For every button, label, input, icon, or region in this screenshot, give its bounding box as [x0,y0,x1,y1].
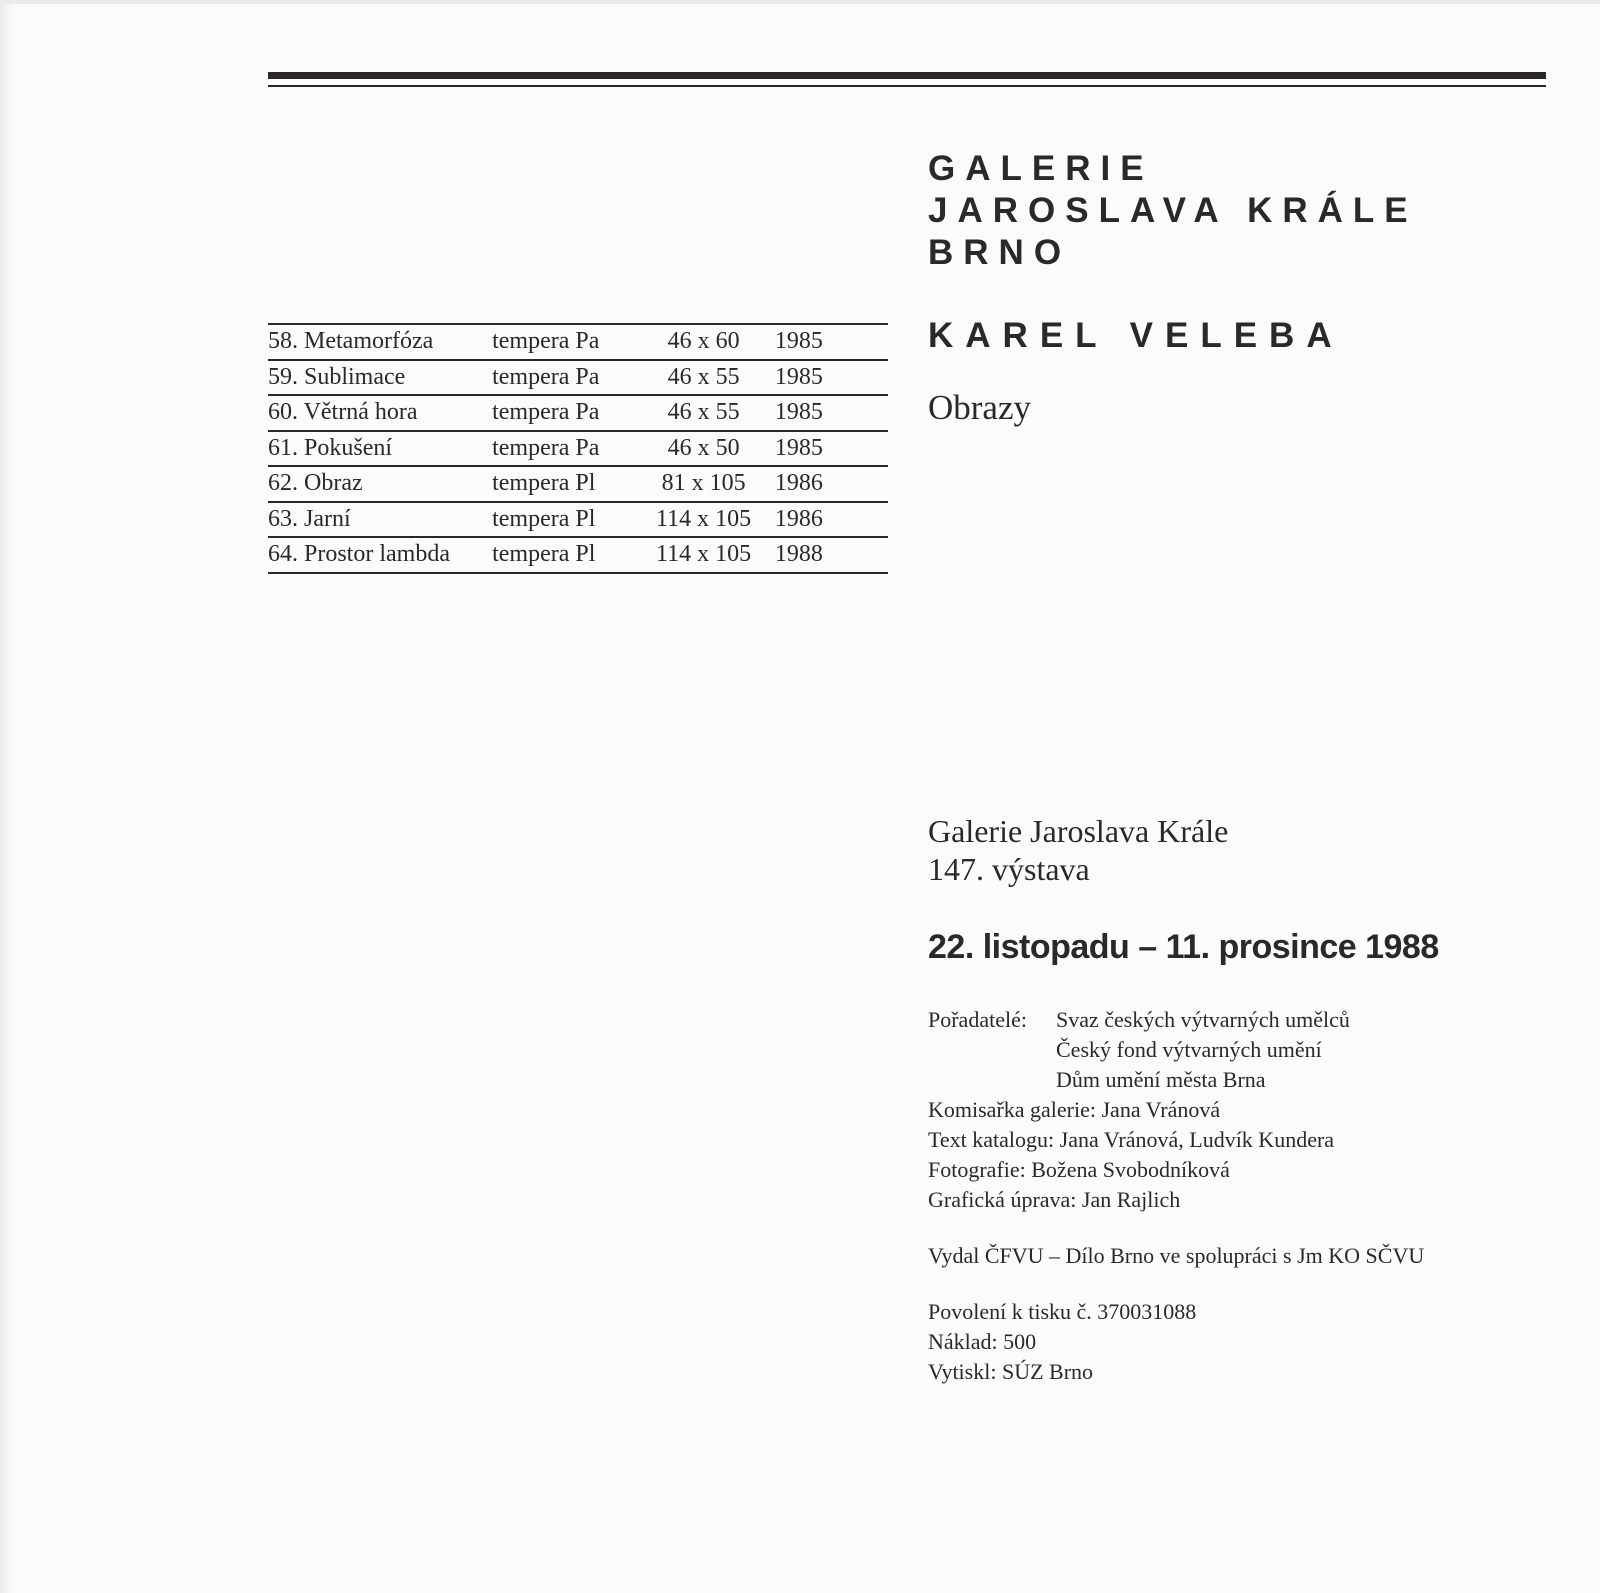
work-year: 1988 [767,537,888,573]
work-year: 1985 [767,324,888,360]
gallery-heading-line: BRNO [928,233,1072,272]
imprint-block [928,1297,1196,1387]
table-row [268,502,888,538]
catalogue-text-line: Text katalogu: Jana Vránová, Ludvík Kundera [928,1127,1335,1152]
permit-line: Povolení k tisku č. 370031088 [928,1299,1197,1324]
work-size: 46 x 50 [640,431,767,467]
work-year: 1985 [767,360,888,396]
work-year: 1986 [767,502,888,538]
work-size: 46 x 55 [640,360,767,396]
organizer-item: Svaz českých výtvarných umělců [1056,1007,1350,1032]
work-size: 46 x 55 [640,395,767,431]
organizer-item: Dům umění města Brna [1056,1067,1266,1092]
exhibition-gallery: Galerie Jaroslava Krále [928,813,1229,849]
work-medium: tempera Pa [492,360,640,396]
organizers-label: Pořadatelé: [928,1007,1027,1032]
graphic-design-line: Grafická úprava: Jan Rajlich [928,1187,1181,1212]
artist-name: KAREL VELEBA [928,316,1344,355]
work-year: 1986 [767,466,888,502]
credits-organizers-row [928,1005,1350,1035]
catalogue-subtitle: Obrazy [928,388,1032,427]
exhibition-dates: 22. listopadu – 11. prosince 1988 [928,928,1439,966]
header-rule-thick [268,72,1546,79]
work-title: 59. Sublimace [268,360,492,396]
publisher-line: Vydal ČFVU – Dílo Brno ve spolupráci s Jm KO SČVU [928,1243,1425,1268]
work-title: 63. Jarní [268,502,492,538]
gallery-heading-line: GALERIE [928,149,1154,188]
work-medium: tempera Pl [492,466,640,502]
work-medium: tempera Pl [492,502,640,538]
table-row [268,431,888,467]
table-row [268,466,888,502]
work-size: 114 x 105 [640,537,767,573]
work-year: 1985 [767,395,888,431]
printer-line: Vytiskl: SÚZ Brno [928,1359,1094,1384]
exhibition-info [928,812,1228,888]
page-edge-top [0,0,1600,4]
work-medium: tempera Pa [492,395,640,431]
work-year: 1985 [767,431,888,467]
print-run-line: Náklad: 500 [928,1329,1037,1354]
gallery-heading-line: JAROSLAVA KRÁLE [928,191,1418,230]
photography-line: Fotografie: Božena Svobodníková [928,1157,1230,1182]
work-title: 64. Prostor lambda [268,537,492,573]
commissioner-line: Komisařka galerie: Jana Vránová [928,1097,1221,1122]
work-title: 62. Obraz [268,466,492,502]
work-medium: tempera Pl [492,537,640,573]
work-title: 60. Větrná hora [268,395,492,431]
organizer-item: Český fond výtvarných umění [1056,1037,1322,1062]
table-row [268,324,888,360]
table-row [268,537,888,573]
credits-block [928,1005,1350,1215]
work-medium: tempera Pa [492,431,640,467]
gallery-heading [928,148,1418,274]
work-title: 58. Metamorfóza [268,324,492,360]
header-rule-thin [268,85,1546,87]
work-title: 61. Pokušení [268,431,492,467]
table-row [268,360,888,396]
table-row [268,395,888,431]
work-medium: tempera Pa [492,324,640,360]
work-size: 46 x 60 [640,324,767,360]
page-edge [0,0,12,1593]
works-table [268,323,888,574]
exhibition-number: 147. výstava [928,851,1090,887]
work-size: 114 x 105 [640,502,767,538]
work-size: 81 x 105 [640,466,767,502]
